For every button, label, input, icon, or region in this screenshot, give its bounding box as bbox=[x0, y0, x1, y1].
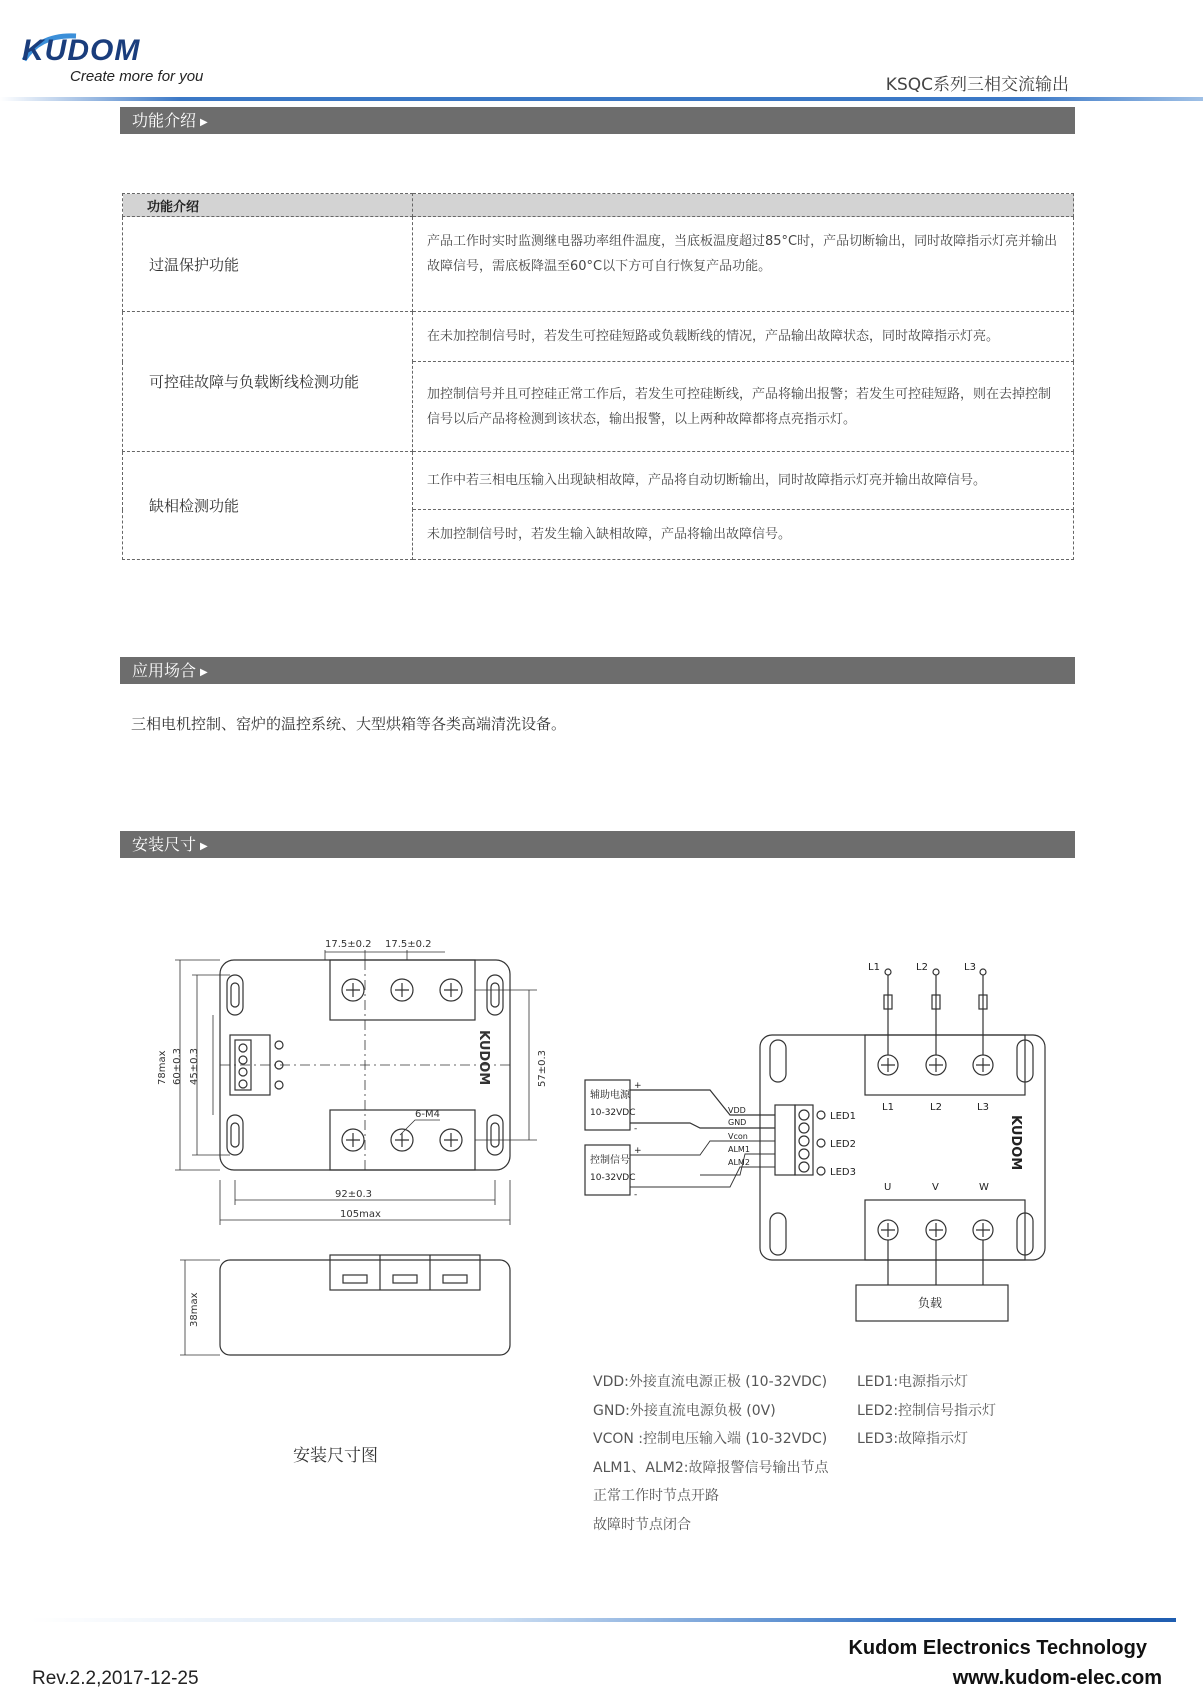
module-logo: KUDOM bbox=[1008, 1115, 1023, 1171]
module-logo: KUDOM bbox=[476, 1030, 491, 1086]
power-box bbox=[585, 1080, 630, 1130]
pin-label: ALM1 bbox=[728, 1145, 750, 1154]
triangle-right-icon: ▶ bbox=[200, 841, 208, 852]
website-link[interactable]: www.kudom-elec.com bbox=[952, 1667, 1162, 1689]
power-box-voltage: 10-32VDC bbox=[590, 1108, 636, 1118]
polarity-plus: + bbox=[634, 1146, 642, 1156]
pin-label: GND bbox=[728, 1118, 747, 1127]
function-desc: 未加控制信号时，若发生输入缺相故障，产品将输出故障信号。 bbox=[413, 510, 1074, 560]
dim-label: 17.5±0.2 bbox=[385, 939, 432, 950]
phase-in-label: L3 bbox=[964, 962, 976, 973]
legend-item: LED3:故障指示灯 bbox=[857, 1431, 969, 1447]
phase-in-label: L2 bbox=[916, 962, 928, 973]
dim-label: 57±0.3 bbox=[537, 1049, 548, 1087]
section-title-functions: 功能介绍 bbox=[132, 111, 197, 130]
phase-out-label: V bbox=[932, 1182, 939, 1193]
document-title: KSQC系列三相交流输出 bbox=[885, 75, 1069, 95]
applications-text: 三相电机控制、窑炉的温控系统、大型烘箱等各类高端清洗设备。 bbox=[131, 715, 567, 733]
table-header-blank bbox=[413, 194, 1074, 217]
dim-label: 6-M4 bbox=[415, 1109, 440, 1120]
dim-label: 105max bbox=[340, 1209, 381, 1220]
legend-item: 故障时节点闭合 bbox=[593, 1516, 691, 1533]
legend-pins bbox=[593, 1368, 828, 1539]
function-desc: 工作中若三相电压输入出现缺相故障，产品将自动切断输出，同时故障指示灯亮并输出故障信号。 bbox=[413, 452, 1074, 510]
pin-label: VDD bbox=[728, 1106, 746, 1115]
legend-item: LED2:控制信号指示灯 bbox=[857, 1402, 997, 1419]
section-bar-dimensions bbox=[120, 831, 1075, 858]
phase-in-label: L1 bbox=[882, 1102, 894, 1113]
phase-in-label: L3 bbox=[977, 1102, 989, 1113]
legend-item: VDD:外接直流电源正极 (10-32VDC) bbox=[593, 1374, 828, 1390]
legend-item: LED1:电源指示灯 bbox=[857, 1374, 969, 1390]
dim-label: 78max bbox=[157, 1050, 168, 1085]
function-name: 过温保护功能 bbox=[123, 217, 413, 312]
legend-item: 正常工作时节点开路 bbox=[593, 1488, 719, 1504]
legend-item: ALM1、ALM2:故障报警信号输出节点 bbox=[593, 1459, 829, 1476]
company-name: Kudom Electronics Technology bbox=[848, 1637, 1147, 1659]
module-body bbox=[760, 1035, 1045, 1260]
legend-item: GND:外接直流电源负极 (0V) bbox=[593, 1402, 776, 1419]
dimension-caption: 安装尺寸图 bbox=[293, 1446, 378, 1466]
control-box-voltage: 10-32VDC bbox=[590, 1173, 636, 1183]
header-rule bbox=[0, 97, 1203, 101]
polarity-minus: - bbox=[634, 1190, 638, 1200]
section-bar-applications bbox=[120, 657, 1075, 684]
footer-rule bbox=[30, 1618, 1176, 1622]
phase-out-label: W bbox=[979, 1182, 989, 1193]
pin-label: ALM2 bbox=[728, 1158, 750, 1167]
phase-out-label: U bbox=[884, 1182, 892, 1193]
polarity-plus: + bbox=[634, 1081, 642, 1091]
triangle-right-icon: ▶ bbox=[200, 667, 208, 678]
load-label: 负载 bbox=[918, 1296, 943, 1310]
led-label: LED3 bbox=[830, 1167, 856, 1178]
section-bar-functions bbox=[120, 107, 1075, 134]
legend-leds bbox=[857, 1368, 996, 1454]
phase-in-label: L1 bbox=[868, 962, 880, 973]
function-desc: 在未加控制信号时，若发生可控硅短路或负载断线的情况，产品输出故障状态，同时故障指示灯亮。 bbox=[413, 312, 1074, 362]
dim-label: 45±0.3 bbox=[189, 1047, 200, 1085]
wiring-diagram bbox=[590, 955, 1050, 1325]
led-label: LED1 bbox=[830, 1111, 856, 1122]
revision-info: Rev.2.2,2017-12-25 bbox=[32, 1668, 199, 1689]
module-body-side-view bbox=[220, 1260, 510, 1355]
table-header: 功能介绍 bbox=[123, 194, 413, 217]
led-label: LED2 bbox=[830, 1139, 856, 1150]
polarity-minus: - bbox=[634, 1124, 638, 1134]
function-table bbox=[122, 193, 1074, 560]
function-desc: 加控制信号并且可控硅正常工作后，若发生可控硅断线，产品将输出报警；若发生可控硅短路，则在去掉控制信号以后产品将检测到该状态，输出报警，以上两种故障都将点亮指示灯。 bbox=[413, 362, 1074, 452]
section-title-applications: 应用场合 bbox=[132, 661, 197, 680]
pin-label: Vcon bbox=[728, 1132, 748, 1141]
function-desc: 产品工作时实时监测继电器功率组件温度，当底板温度超过85°C时，产品切断输出，同时故障指示灯亮并输出故障信号，需底板降温至60°C以下方可自行恢复产品功能。 bbox=[413, 217, 1074, 312]
dimension-drawing bbox=[145, 915, 575, 1355]
power-box-label: 辅助电源 bbox=[590, 1090, 630, 1101]
phase-in-label: L2 bbox=[930, 1102, 942, 1113]
brand-name: KUDOM bbox=[22, 34, 141, 67]
dim-label: 17.5±0.2 bbox=[325, 939, 372, 950]
function-name: 可控硅故障与负载断线检测功能 bbox=[123, 312, 413, 452]
brand-tagline: Create more for you bbox=[70, 68, 204, 85]
control-box bbox=[585, 1145, 630, 1195]
control-box-label: 控制信号 bbox=[590, 1155, 630, 1166]
triangle-right-icon: ▶ bbox=[200, 117, 208, 128]
dim-label: 38max bbox=[189, 1292, 200, 1327]
section-title-dimensions: 安装尺寸 bbox=[132, 835, 197, 854]
legend-item: VCON :控制电压输入端 (10-32VDC) bbox=[593, 1431, 828, 1447]
dim-label: 92±0.3 bbox=[335, 1189, 373, 1200]
function-name: 缺相检测功能 bbox=[123, 452, 413, 560]
dim-label: 60±0.3 bbox=[172, 1047, 183, 1085]
